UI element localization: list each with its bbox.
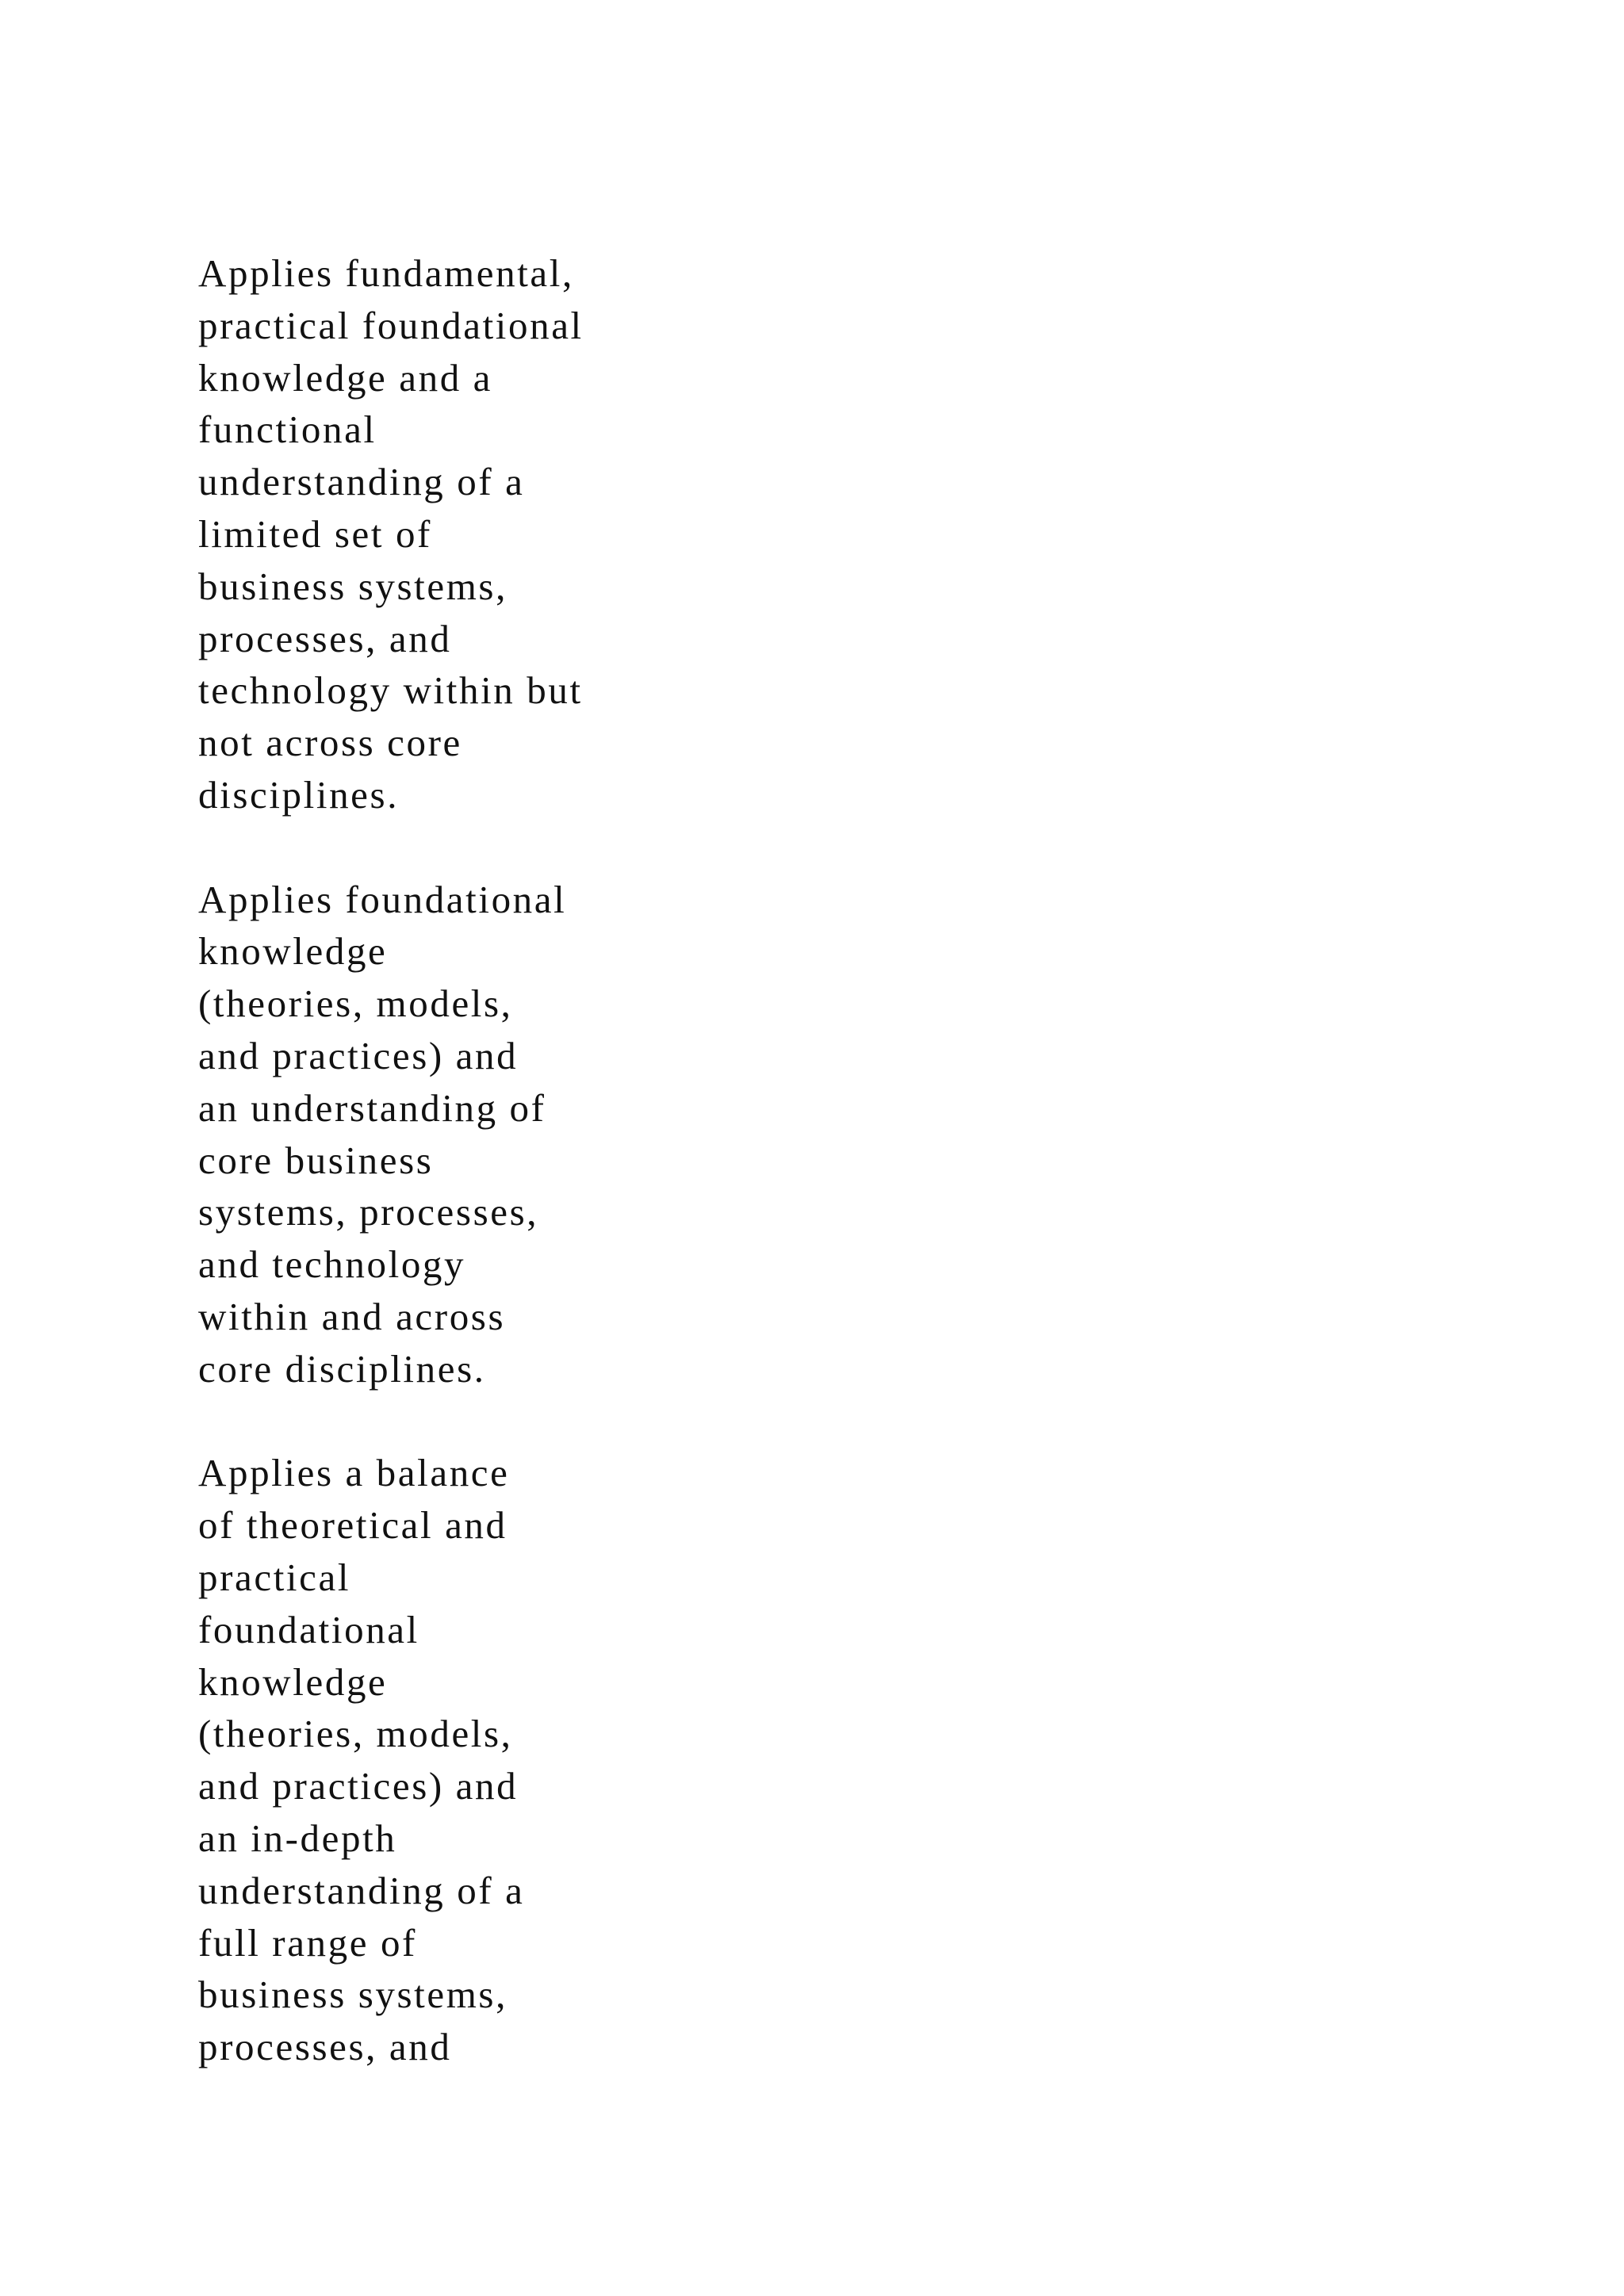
text-line: limited set of — [198, 511, 432, 556]
text-line: practical — [198, 1555, 351, 1599]
text-line: core business — [198, 1138, 434, 1182]
text-line: not across core — [198, 721, 462, 765]
text-line: full range of — [198, 1920, 417, 1965]
text-line: practical foundational — [198, 303, 584, 347]
text-line: knowledge — [198, 1659, 388, 1704]
text-line: an understanding of — [198, 1085, 546, 1130]
text-line: (theories, models, — [198, 1712, 513, 1756]
text-line: knowledge — [198, 929, 388, 974]
text-line: understanding of a — [198, 1868, 525, 1912]
text-line: of theoretical and — [198, 1503, 508, 1548]
text-column — [198, 247, 912, 2126]
text-line: knowledge and a — [198, 355, 492, 400]
text-line: functional — [198, 408, 377, 452]
paragraph-1 — [198, 247, 912, 821]
text-line: and practices) and — [198, 1033, 519, 1077]
text-line: foundational — [198, 1607, 419, 1651]
text-line: (theories, models, — [198, 982, 513, 1026]
text-line: business systems, — [198, 564, 508, 608]
text-line: within and across — [198, 1294, 506, 1338]
text-line: an in-depth — [198, 1816, 397, 1860]
text-line: core disciplines. — [198, 1346, 486, 1391]
text-line: Applies foundational — [198, 877, 567, 921]
text-line: Applies a balance — [198, 1451, 510, 1495]
text-line: business systems, — [198, 1973, 508, 2017]
text-line: and practices) and — [198, 1764, 519, 1808]
paragraph-3 — [198, 1447, 912, 2073]
text-line: processes, and — [198, 616, 452, 660]
text-line: processes, and — [198, 2025, 452, 2069]
text-line: disciplines. — [198, 772, 400, 817]
paragraph-2 — [198, 874, 912, 1395]
text-line: and technology — [198, 1242, 466, 1287]
text-line: systems, processes, — [198, 1190, 539, 1234]
text-line: Applies fundamental, — [198, 251, 574, 295]
text-line: understanding of a — [198, 460, 525, 504]
text-line: technology within but — [198, 668, 583, 713]
